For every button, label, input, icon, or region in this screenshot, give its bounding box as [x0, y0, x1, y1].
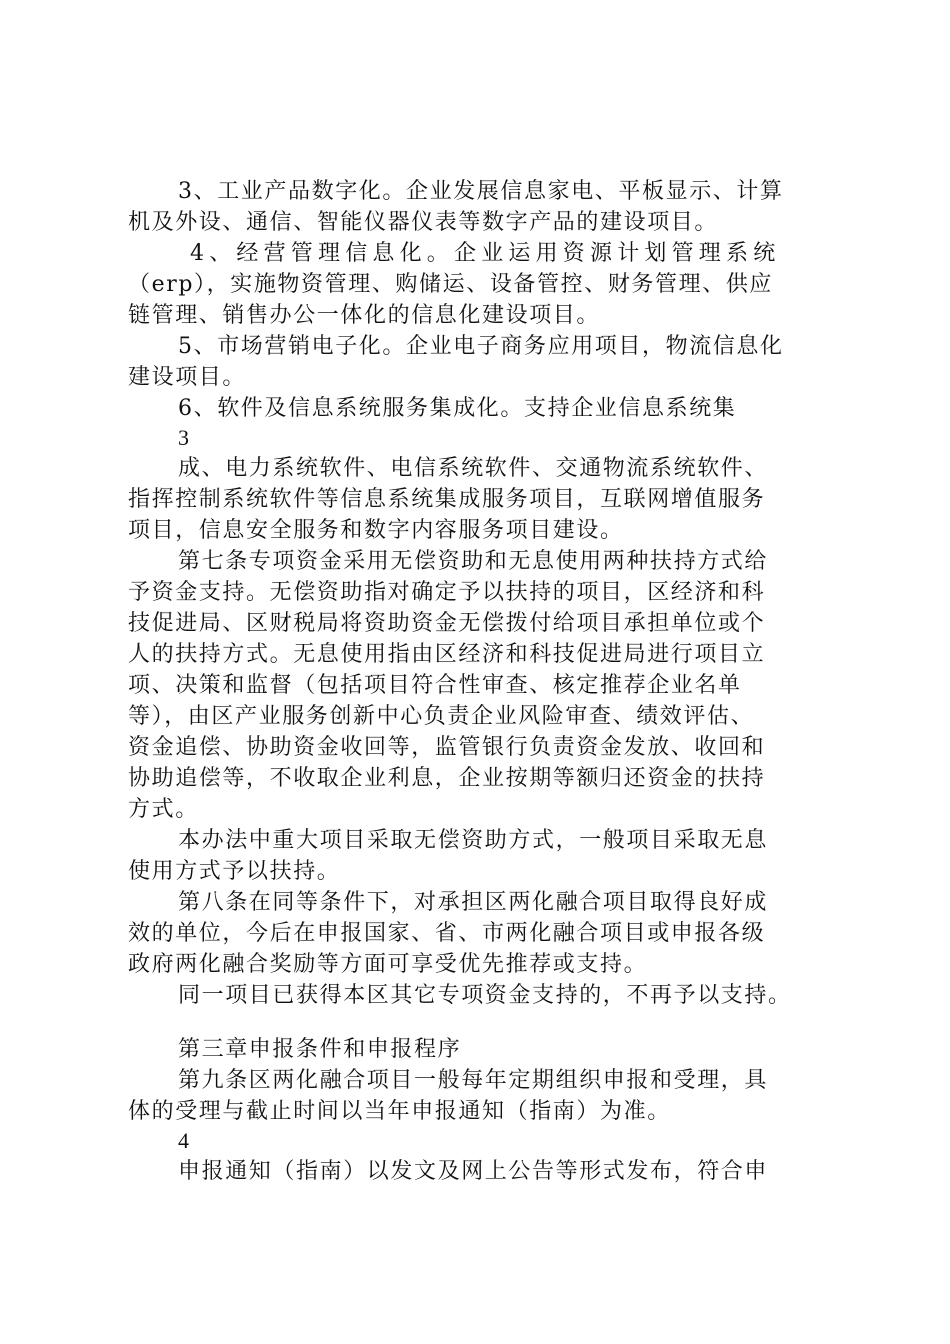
paragraph-line: 方式。 — [128, 797, 199, 822]
paragraph-line: 协助追偿等，不收取企业利息，企业按期等额归还资金的扶持 — [128, 766, 766, 791]
paragraph-line: （erp），实施物资管理、购储运、设备管控、财务管理、供应 — [128, 272, 774, 297]
paragraph-line: 同一项目已获得本区其它专项资金支持的，不再予以支持。 — [178, 983, 792, 1008]
page-number: 3 — [178, 425, 189, 450]
chapter-heading: 第三章申报条件和申报程序 — [178, 1037, 462, 1062]
paragraph-line: 人的扶持方式。无息使用指由区经济和科技促进局进行项目立 — [128, 642, 766, 667]
paragraph-line: 3、工业产品数字化。企业发展信息家电、平板显示、计算 — [178, 179, 784, 204]
paragraph-line: 政府两化融合奖励等方面可享受优先推荐或支持。 — [128, 952, 648, 977]
paragraph-line: 使用方式予以扶持。 — [128, 859, 341, 884]
paragraph-line: 6、软件及信息系统服务集成化。支持企业信息系统集 — [178, 396, 737, 421]
paragraph-line: 本办法中重大项目采取无偿资助方式，一般项目采取无息 — [178, 828, 769, 853]
paragraph-line: 体的受理与截止时间以当年申报通知（指南）为准。 — [128, 1099, 671, 1124]
paragraph-line: 成、电力系统软件、电信系统软件、交通物流系统软件、 — [178, 456, 769, 481]
paragraph-line: 建设项目。 — [128, 365, 247, 390]
paragraph-line: 申报通知（指南）以发文及网上公告等形式发布，符合申 — [178, 1159, 769, 1184]
paragraph-line: 效的单位，今后在申报国家、省、市两化融合项目或申报各级 — [128, 921, 766, 946]
paragraph-line: 指挥控制系统软件等信息系统集成服务项目，互联网增值服务 — [128, 487, 766, 512]
paragraph-line: 资金追偿、协助资金收回等，监管银行负责资金发放、收回和 — [128, 735, 766, 760]
page-number: 4 — [178, 1128, 189, 1153]
paragraph-line: 项目，信息安全服务和数字内容服务项目建设。 — [128, 518, 624, 543]
paragraph-line: 第九条区两化融合项目一般每年定期组织申报和受理，具 — [178, 1068, 769, 1093]
paragraph-line: 5、市场营销电子化。企业电子商务应用项目，物流信息化 — [178, 334, 784, 359]
paragraph-line: 第八条在同等条件下，对承担区两化融合项目取得良好成 — [178, 890, 769, 915]
paragraph-line: 等），由区产业服务创新中心负责企业风险审查、绩效评估、 — [128, 704, 755, 729]
paragraph-line: 机及外设、通信、智能仪器仪表等数字产品的建设项目。 — [128, 210, 719, 235]
paragraph-line: 技促进局、区财税局将资助资金无偿拨付给项目承担单位或个 — [128, 611, 766, 636]
paragraph-line: 4、经营管理信息化。企业运用资源计划管理系统 — [190, 241, 781, 266]
paragraph-line: 链管理、销售办公一体化的信息化建设项目。 — [128, 303, 601, 328]
paragraph-line: 第七条专项资金采用无偿资助和无息使用两种扶持方式给 — [178, 549, 769, 574]
paragraph-line: 项、决策和监督（包括项目符合性审查、核定推荐企业名单 — [128, 673, 742, 698]
paragraph-line: 予资金支持。无偿资助指对确定予以扶持的项目，区经济和科 — [128, 580, 766, 605]
